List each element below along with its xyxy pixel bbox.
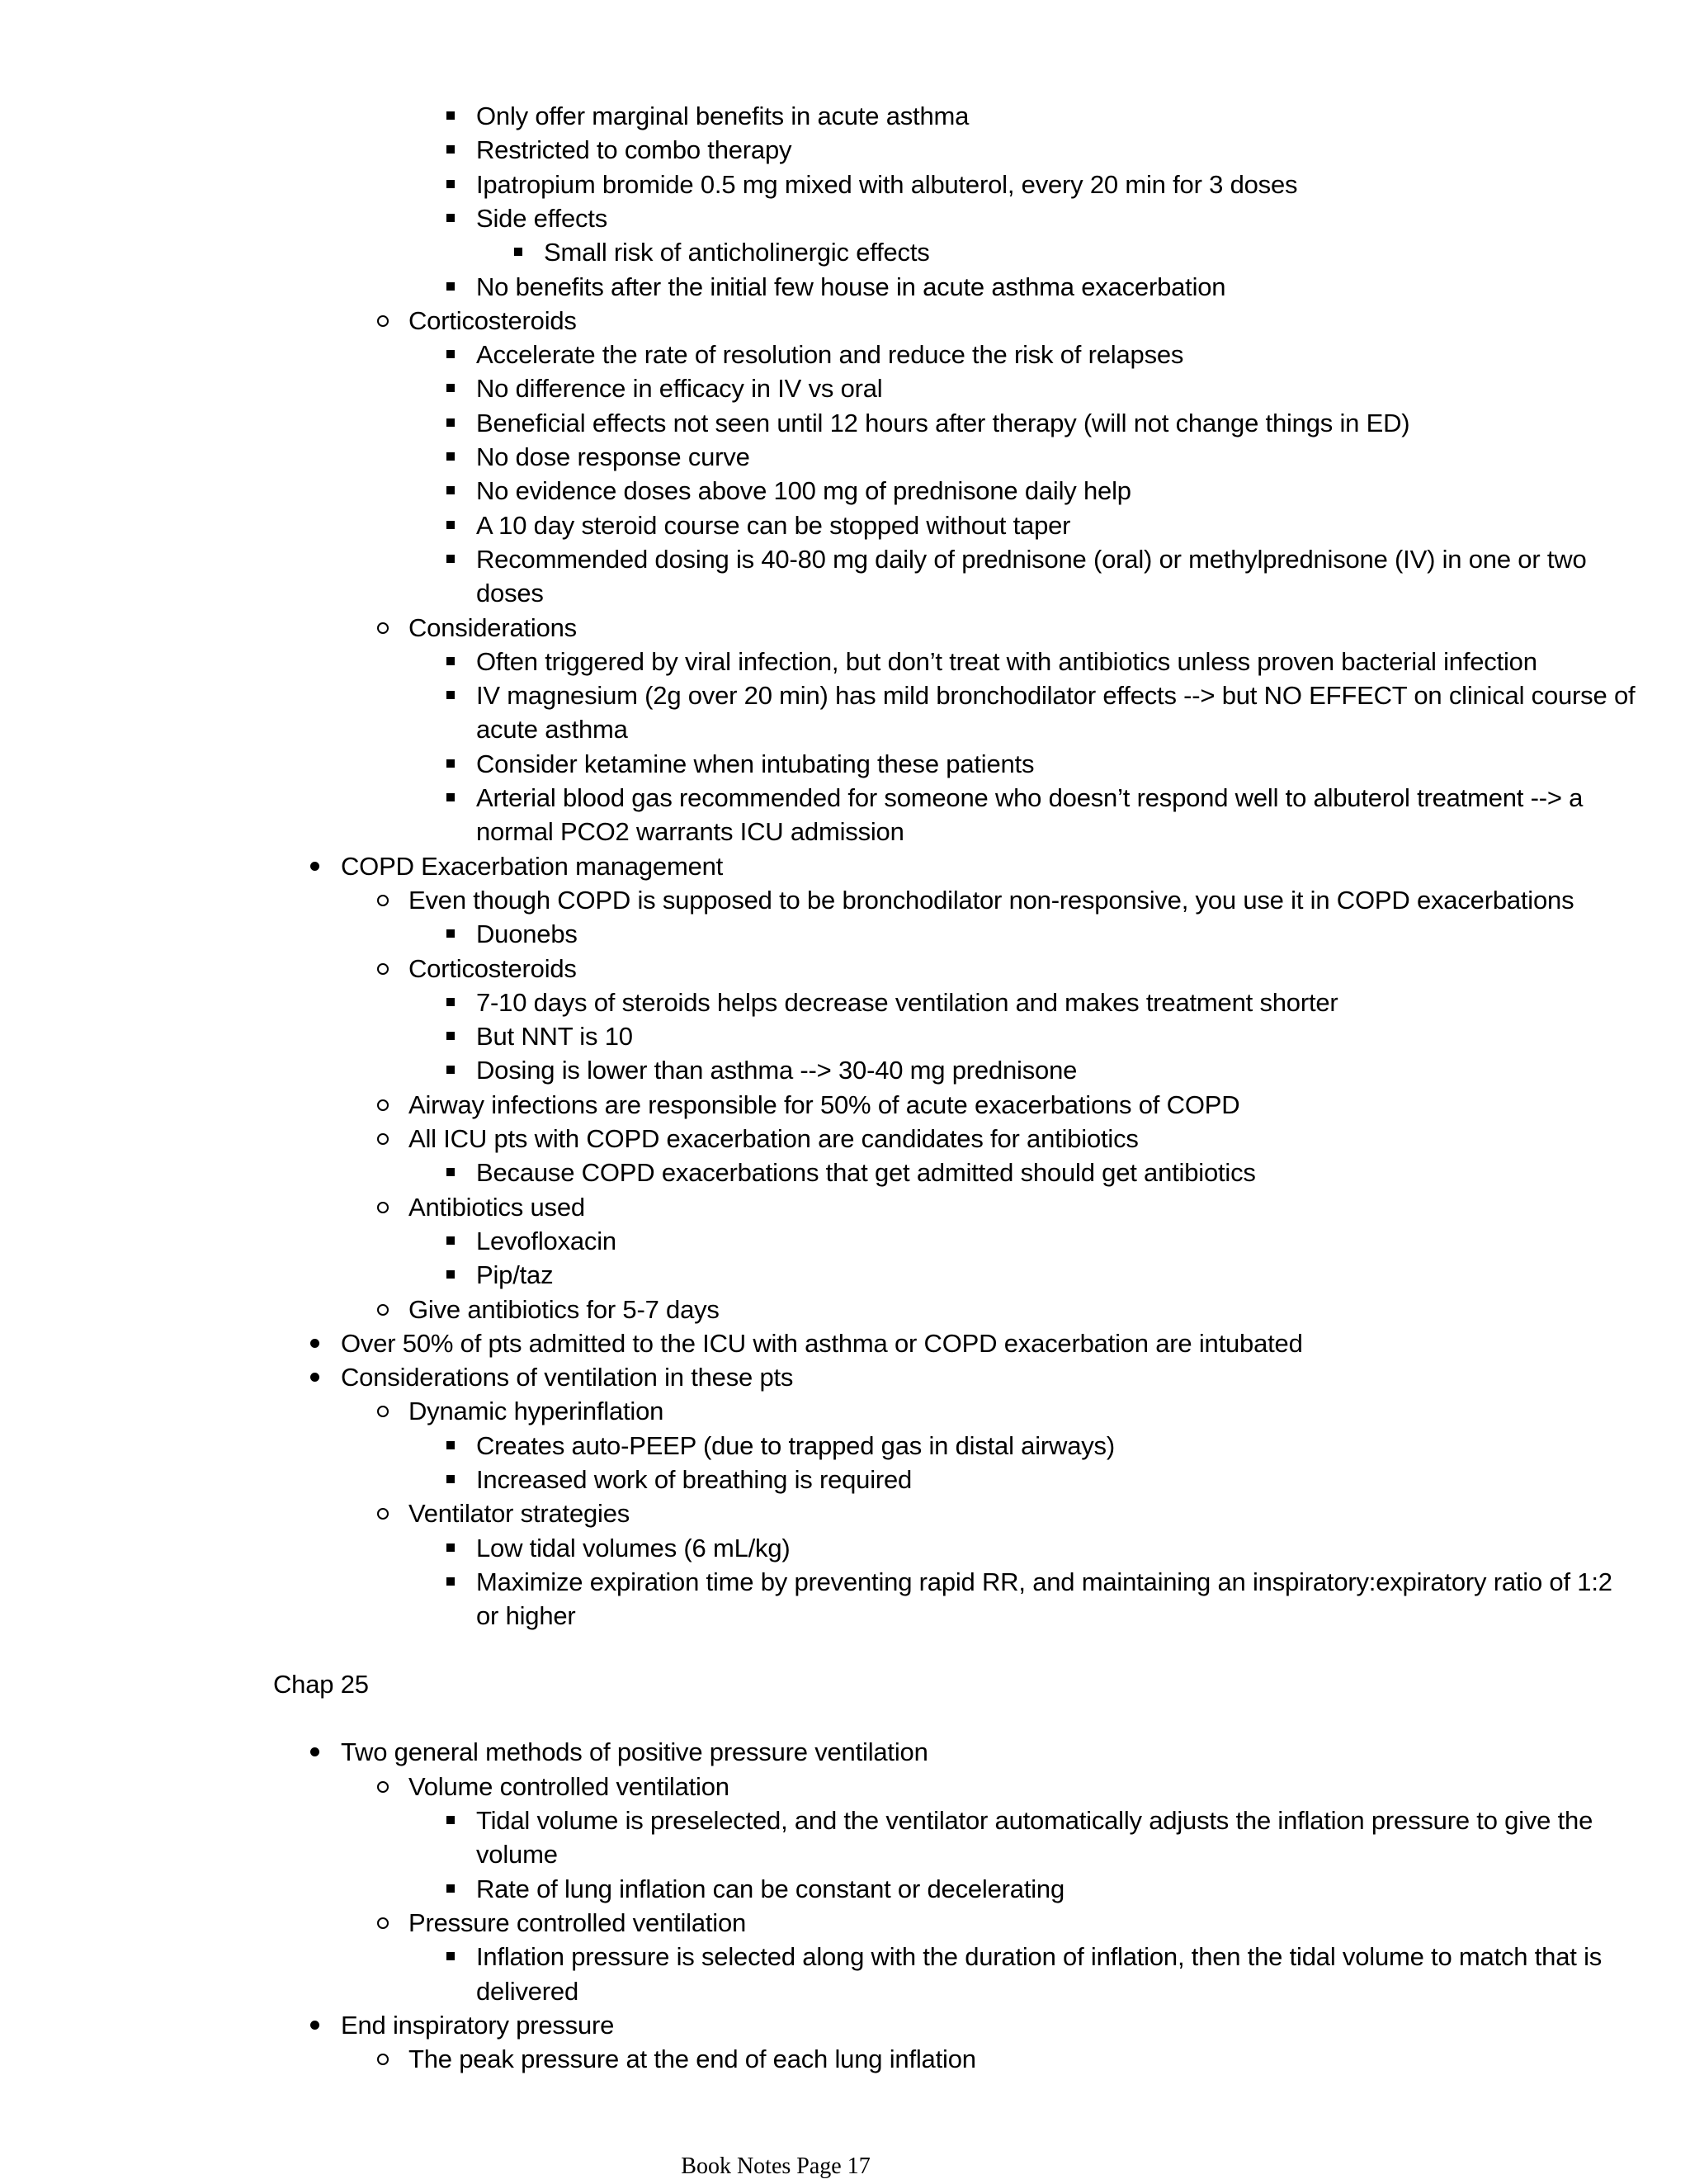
circle-bullet-icon <box>375 1496 391 1530</box>
note-text: doses <box>476 579 544 608</box>
note-text: Two general methods of positive pressure ventilation <box>341 1737 928 1767</box>
note-line <box>0 645 1690 678</box>
square-bullet-icon <box>442 168 459 201</box>
circle-bullet-icon <box>375 952 391 986</box>
note-text: Arterial blood gas recommended for someone who doesn’t respond well to albuterol treatment --> a <box>476 783 1584 812</box>
note-line <box>0 781 1690 815</box>
note-text: Corticosteroids <box>408 953 577 983</box>
note-line <box>0 1224 1690 1258</box>
note-line <box>0 611 1690 645</box>
note-text: Considerations <box>408 612 577 642</box>
note-text: Airway infections are responsible for 50% of acute exacerbations of COPD <box>408 1090 1240 1119</box>
page-footer: Book Notes Page 17 <box>681 2153 871 2179</box>
square-bullet-icon <box>442 678 459 712</box>
square-bullet-icon <box>442 1565 459 1599</box>
disc-bullet-icon <box>307 849 323 883</box>
note-text: Side effects <box>476 203 608 233</box>
note-line <box>0 508 1690 542</box>
note-line <box>0 1735 1690 1769</box>
circle-bullet-icon <box>375 1088 391 1122</box>
note-line <box>0 1565 1690 1599</box>
square-bullet-icon <box>442 1463 459 1496</box>
note-text: The peak pressure at the end of each lung inflation <box>408 2045 976 2074</box>
disc-bullet-icon <box>307 1326 323 1360</box>
square-bullet-icon <box>442 440 459 474</box>
note-line <box>0 1088 1690 1122</box>
note-line <box>0 168 1690 201</box>
note-text: Antibiotics used <box>408 1192 585 1222</box>
circle-bullet-icon <box>375 304 391 338</box>
note-line <box>0 815 1690 849</box>
note-line <box>0 1429 1690 1463</box>
note-text: Ventilator strategies <box>408 1499 630 1529</box>
note-line <box>0 1837 1690 1871</box>
square-bullet-icon <box>442 508 459 542</box>
square-bullet-icon <box>442 1258 459 1292</box>
note-text: Low tidal volumes (6 mL/kg) <box>476 1533 791 1562</box>
note-text: delivered <box>476 1976 579 2006</box>
note-line <box>0 678 1690 712</box>
square-bullet-icon <box>442 474 459 508</box>
disc-bullet-icon <box>307 2008 323 2042</box>
square-bullet-icon <box>442 406 459 440</box>
note-line <box>0 1496 1690 1530</box>
note-text: End inspiratory pressure <box>341 2010 615 2040</box>
note-text: But NNT is 10 <box>476 1022 633 1052</box>
note-text: Over 50% of pts admitted to the ICU with asthma or COPD exacerbation are intubated <box>341 1328 1303 1358</box>
square-bullet-icon <box>442 1156 459 1189</box>
square-bullet-icon <box>442 645 459 678</box>
circle-bullet-icon <box>375 883 391 917</box>
note-text: Pressure controlled ventilation <box>408 1907 747 1937</box>
square-bullet-icon <box>442 371 459 405</box>
note-line <box>0 712 1690 746</box>
square-bullet-icon <box>442 917 459 951</box>
note-text: Accelerate the rate of resolution and reduce the risk of relapses <box>476 340 1184 370</box>
note-line <box>0 542 1690 576</box>
square-bullet-icon <box>442 201 459 235</box>
note-text: No benefits after the initial few house in acute asthma exacerbation <box>476 272 1226 301</box>
note-line <box>0 371 1690 405</box>
note-line <box>0 1156 1690 1189</box>
note-line <box>0 1360 1690 1394</box>
note-line <box>0 1667 1690 1701</box>
note-line <box>0 1599 1690 1633</box>
note-line <box>0 1053 1690 1087</box>
note-line <box>0 1326 1690 1360</box>
disc-bullet-icon <box>307 1735 323 1769</box>
note-text: Tidal volume is preselected, and the ventilator automatically adjusts the inflation pressure to give the <box>476 1806 1593 1835</box>
note-text: Creates auto-PEEP (due to trapped gas in distal airways) <box>476 1430 1115 1460</box>
note-line <box>0 338 1690 371</box>
circle-bullet-icon <box>375 1394 391 1428</box>
note-line <box>0 1122 1690 1156</box>
square-bullet-icon <box>442 1224 459 1258</box>
square-bullet-icon <box>442 1940 459 1974</box>
note-line <box>0 2008 1690 2042</box>
note-text: Beneficial effects not seen until 12 hours after therapy (will not change things in ED) <box>476 408 1410 437</box>
square-bullet-icon <box>442 986 459 1019</box>
note-text: Recommended dosing is 40-80 mg daily of prednisone (oral) or methylprednisone (IV) in one or two <box>476 544 1587 574</box>
square-bullet-icon <box>442 747 459 781</box>
circle-bullet-icon <box>375 1770 391 1803</box>
note-line <box>0 1803 1690 1837</box>
note-line <box>0 406 1690 440</box>
note-line <box>0 270 1690 304</box>
note-line <box>0 849 1690 883</box>
note-line <box>0 133 1690 167</box>
note-text: Dosing is lower than asthma --> 30-40 mg prednisone <box>476 1056 1078 1085</box>
note-line <box>0 235 1690 269</box>
note-line <box>0 99 1690 133</box>
note-text: Rate of lung inflation can be constant or decelerating <box>476 1874 1065 1903</box>
note-line <box>0 1633 1690 1667</box>
note-line <box>0 952 1690 986</box>
note-text: Inflation pressure is selected along with the duration of inflation, then the tidal volume to match that is <box>476 1942 1603 1972</box>
square-bullet-icon <box>442 338 459 371</box>
note-text: Maximize expiration time by preventing rapid RR, and maintaining an inspiratory:expiratory ratio of 1:2 <box>476 1567 1612 1596</box>
note-text: or higher <box>476 1601 576 1631</box>
note-text: Because COPD exacerbations that get admitted should get antibiotics <box>476 1158 1256 1188</box>
note-line <box>0 747 1690 781</box>
square-bullet-icon <box>442 1803 459 1837</box>
note-line <box>0 917 1690 951</box>
square-bullet-icon <box>442 1872 459 1906</box>
note-text: Considerations of ventilation in these pts <box>341 1363 794 1392</box>
note-line <box>0 1258 1690 1292</box>
circle-bullet-icon <box>375 611 391 645</box>
note-text: A 10 day steroid course can be stopped without taper <box>476 510 1071 540</box>
note-text: Pip/taz <box>476 1260 554 1290</box>
note-line <box>0 1906 1690 1940</box>
note-line <box>0 576 1690 610</box>
section-heading: Chap 25 <box>273 1669 369 1699</box>
note-text: No evidence doses above 100 mg of prednisone daily help <box>476 476 1131 506</box>
note-text: Small risk of anticholinergic effects <box>544 238 930 267</box>
note-text: Duonebs <box>476 919 578 949</box>
note-text: IV magnesium (2g over 20 min) has mild bronchodilator effects --> but NO EFFECT on clinical course of <box>476 681 1636 711</box>
note-line <box>0 1872 1690 1906</box>
circle-bullet-icon <box>375 1293 391 1326</box>
square-bullet-icon <box>510 235 526 269</box>
note-line <box>0 440 1690 474</box>
note-line <box>0 1019 1690 1053</box>
note-text: Corticosteroids <box>408 305 577 335</box>
note-line <box>0 1531 1690 1565</box>
note-line <box>0 1701 1690 1735</box>
note-line <box>0 201 1690 235</box>
square-bullet-icon <box>442 781 459 815</box>
square-bullet-icon <box>442 270 459 304</box>
square-bullet-icon <box>442 1053 459 1087</box>
note-text: 7-10 days of steroids helps decrease ventilation and makes treatment shorter <box>476 987 1338 1017</box>
note-line <box>0 474 1690 508</box>
square-bullet-icon <box>442 542 459 576</box>
square-bullet-icon <box>442 1019 459 1053</box>
disc-bullet-icon <box>307 1360 323 1394</box>
note-text: normal PCO2 warrants ICU admission <box>476 817 904 847</box>
note-line <box>0 986 1690 1019</box>
note-text: Consider ketamine when intubating these patients <box>476 749 1035 778</box>
note-line <box>0 1974 1690 2008</box>
note-text: All ICU pts with COPD exacerbation are candidates for antibiotics <box>408 1124 1139 1153</box>
circle-bullet-icon <box>375 1906 391 1940</box>
circle-bullet-icon <box>375 1122 391 1156</box>
note-line <box>0 1190 1690 1224</box>
circle-bullet-icon <box>375 1190 391 1224</box>
note-text: Only offer marginal benefits in acute asthma <box>476 102 970 130</box>
note-line <box>0 883 1690 917</box>
note-text: Give antibiotics for 5-7 days <box>408 1294 720 1324</box>
note-text: Levofloxacin <box>476 1226 616 1255</box>
note-line <box>0 1940 1690 1974</box>
note-line <box>0 1293 1690 1326</box>
square-bullet-icon <box>442 99 459 133</box>
square-bullet-icon <box>442 133 459 167</box>
square-bullet-icon <box>442 1531 459 1565</box>
note-text: Restricted to combo therapy <box>476 135 792 165</box>
note-line <box>0 304 1690 338</box>
note-text: No dose response curve <box>476 442 750 471</box>
note-text: COPD Exacerbation management <box>341 851 724 881</box>
note-text: volume <box>476 1840 558 1870</box>
note-text: Often triggered by viral infection, but don’t treat with antibiotics unless proven bacterial infection <box>476 646 1537 676</box>
note-text: acute asthma <box>476 715 628 745</box>
note-text: No difference in efficacy in IV vs oral <box>476 374 883 404</box>
square-bullet-icon <box>442 1429 459 1463</box>
note-text: Increased work of breathing is required <box>476 1465 913 1494</box>
note-text: Dynamic hyperinflation <box>408 1397 664 1426</box>
note-line <box>0 2042 1690 2076</box>
circle-bullet-icon <box>375 2042 391 2076</box>
note-text: Ipatropium bromide 0.5 mg mixed with albuterol, every 20 min for 3 doses <box>476 169 1298 199</box>
note-text: Even though COPD is supposed to be bronchodilator non-responsive, you use it in COPD exacerbations <box>408 885 1574 915</box>
note-line <box>0 1770 1690 1803</box>
note-line <box>0 1394 1690 1428</box>
note-line <box>0 1463 1690 1496</box>
note-text: Volume controlled ventilation <box>408 1771 729 1801</box>
